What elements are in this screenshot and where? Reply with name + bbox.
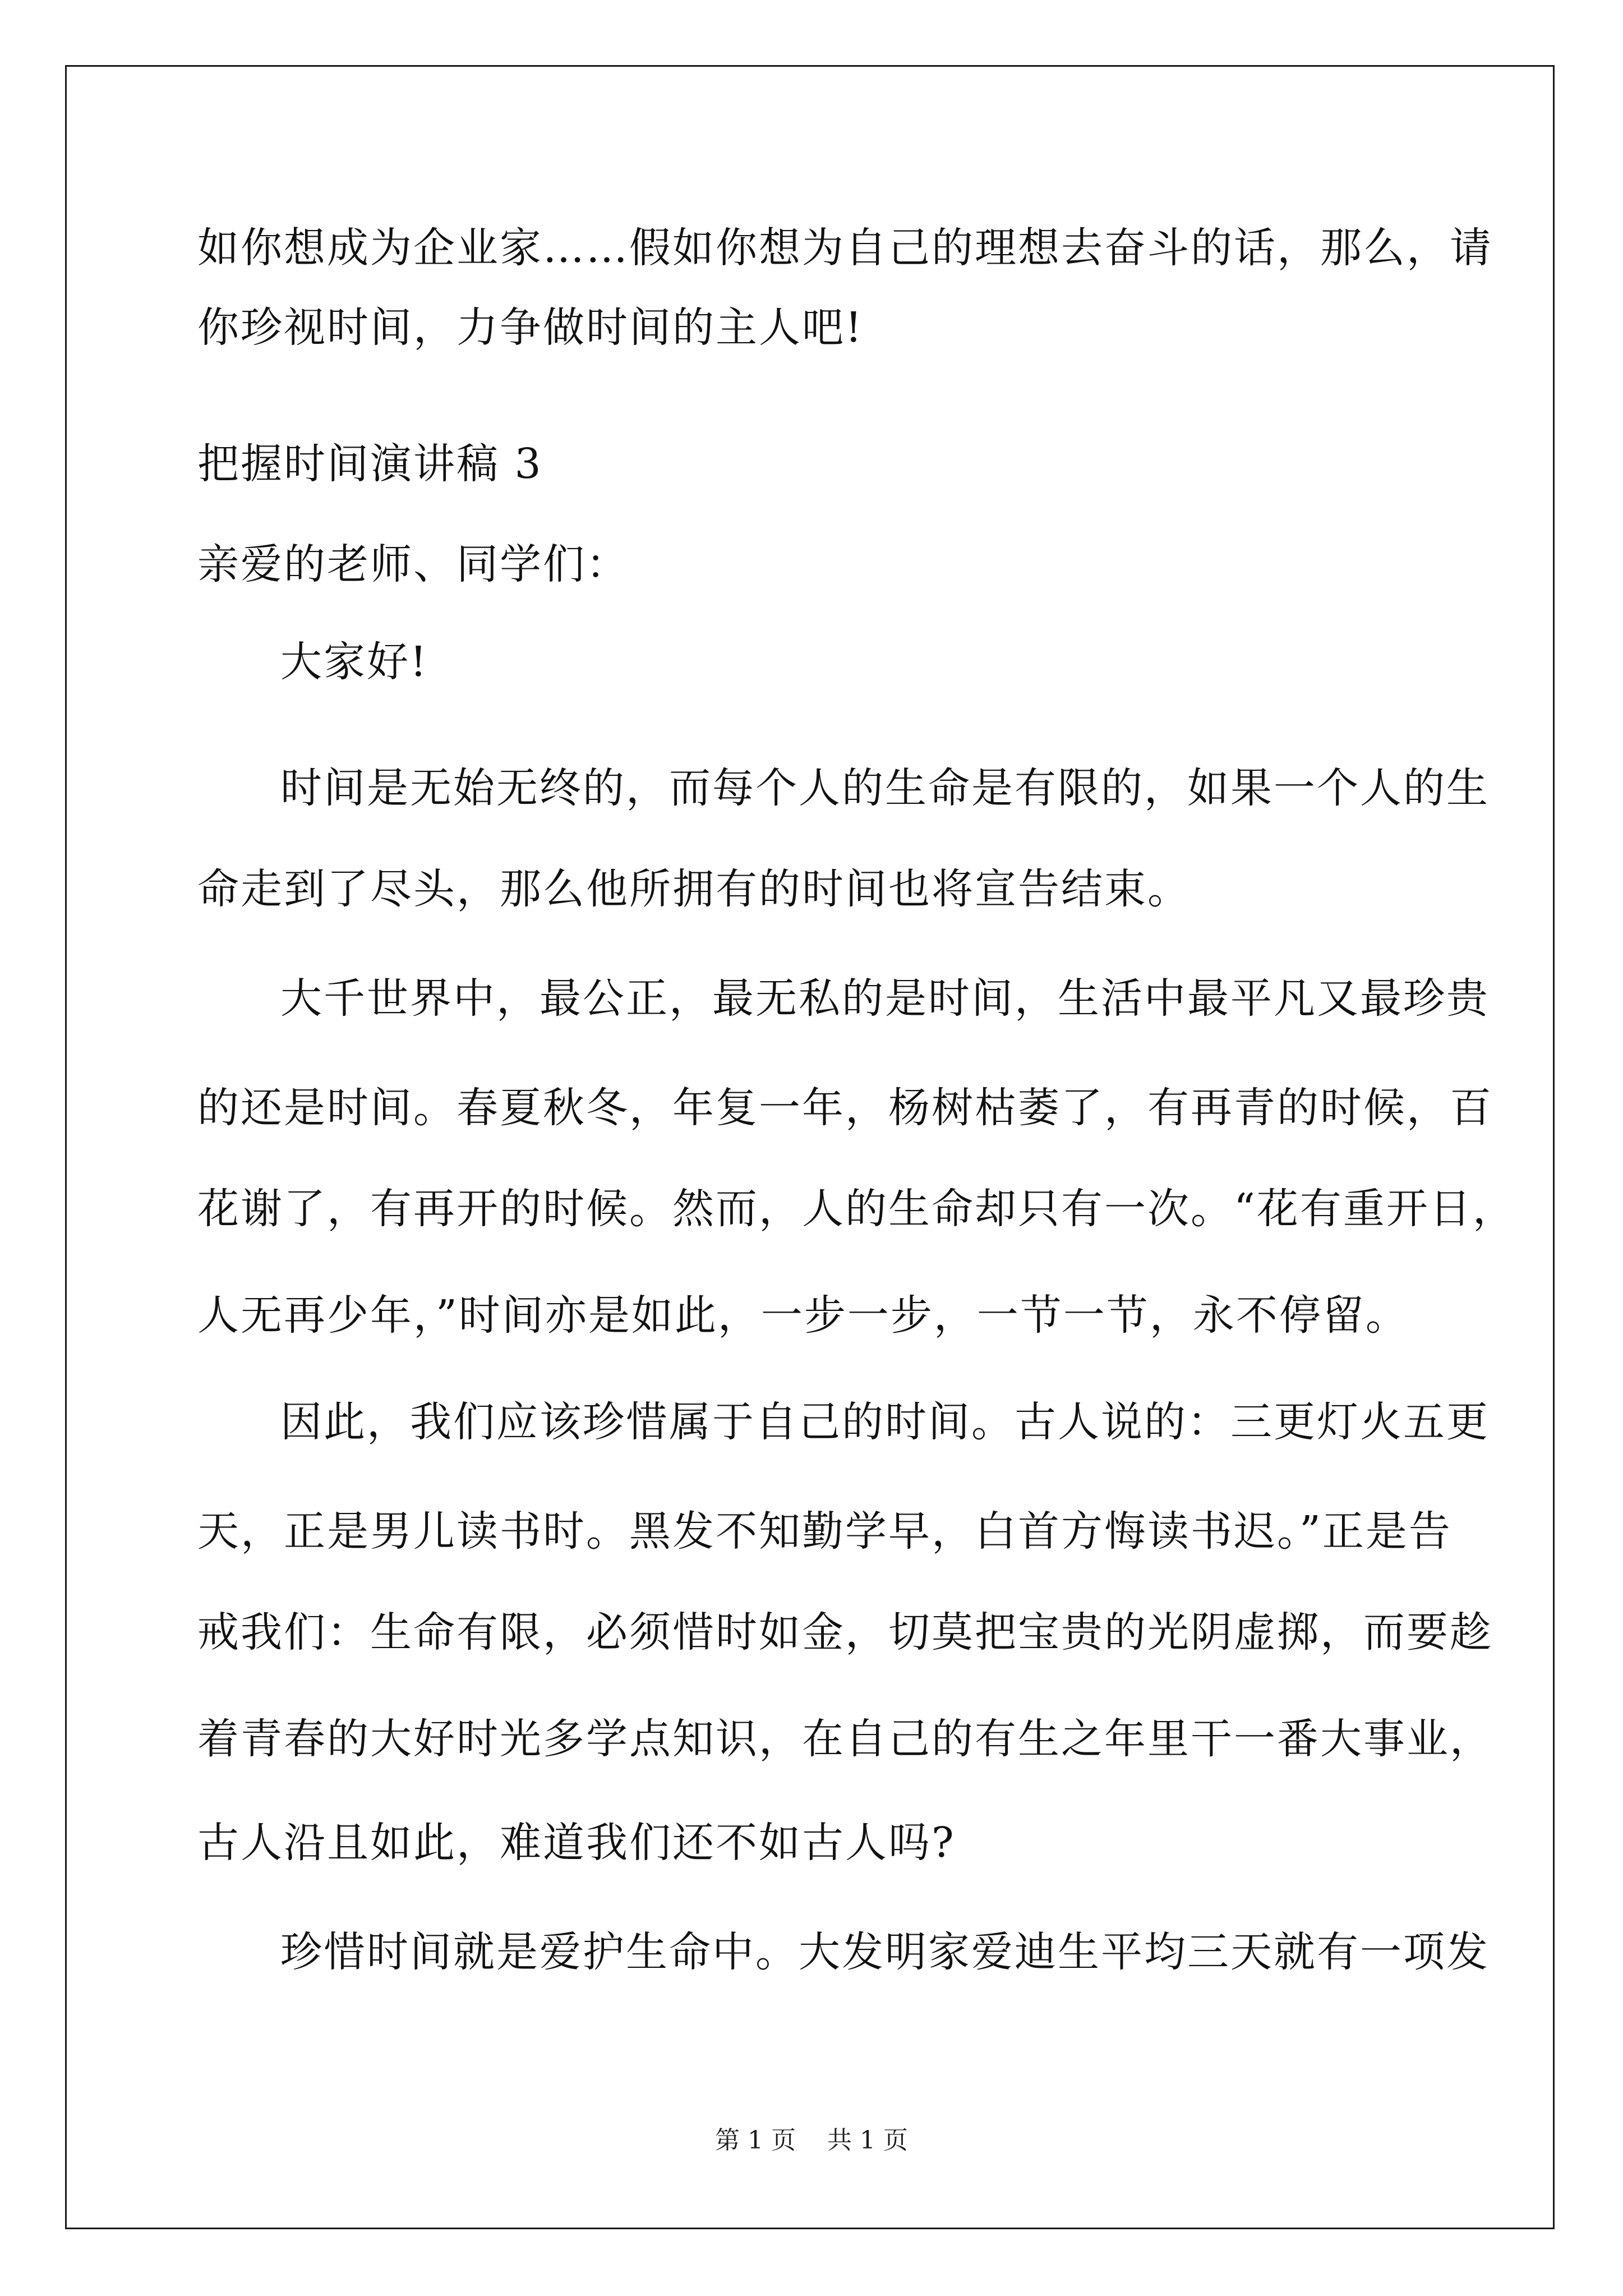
salutation: 亲爱的老师、同学们：	[197, 540, 629, 588]
text-line: 天，正是男儿读书时。黑发不知勤学早，白首方悔读书迟。”正是告	[197, 1507, 1452, 1556]
text-line: 珍惜时间就是爱护生命中。大发明家爱迪生平均三天就有一项发	[280, 1928, 1490, 1976]
page-footer: 第 1 页 共 1 页	[715, 2126, 908, 2155]
text-line: 的还是时间。春夏秋冬，年复一年，杨树枯萎了，有再青的时候，百	[197, 1084, 1493, 1132]
greeting: 大家好!	[280, 638, 428, 686]
text-line: 古人沿且如此，难道我们还不如古人吗?	[197, 1819, 956, 1867]
text-line: 着青春的大好时光多学点知识，在自己的有生之年里干一番大事业，	[197, 1715, 1493, 1763]
text-line: 如你想成为企业家……假如你想为自己的理想去奋斗的话，那么，请	[197, 224, 1493, 272]
text-line: 因此，我们应该珍惜属于自己的时间。古人说的：三更灯火五更	[280, 1398, 1490, 1446]
text-line: 时间是无始无终的，而每个人的生命是有限的，如果一个人的生	[280, 764, 1490, 812]
text-line: 命走到了尽头，那么他所拥有的时间也将宣告结束。	[197, 865, 1191, 913]
section-heading: 把握时间演讲稿 3	[197, 440, 543, 488]
text-line: 人无再少年，”时间亦是如此，一步一步，一节一节，永不停留。	[197, 1291, 1409, 1340]
page-border	[65, 65, 1555, 2229]
text-line: 你珍视时间，力争做时间的主人吧!	[197, 303, 864, 352]
text-line: 花谢了，有再开的时候。然而，人的生命却只有一次。“花有重开日，	[197, 1185, 1516, 1233]
text-line: 大千世界中，最公正，最无私的是时间，生活中最平凡又最珍贵	[280, 974, 1490, 1023]
text-line: 戒我们：生命有限，必须惜时如金，切莫把宝贵的光阴虚掷，而要趁	[197, 1608, 1493, 1657]
